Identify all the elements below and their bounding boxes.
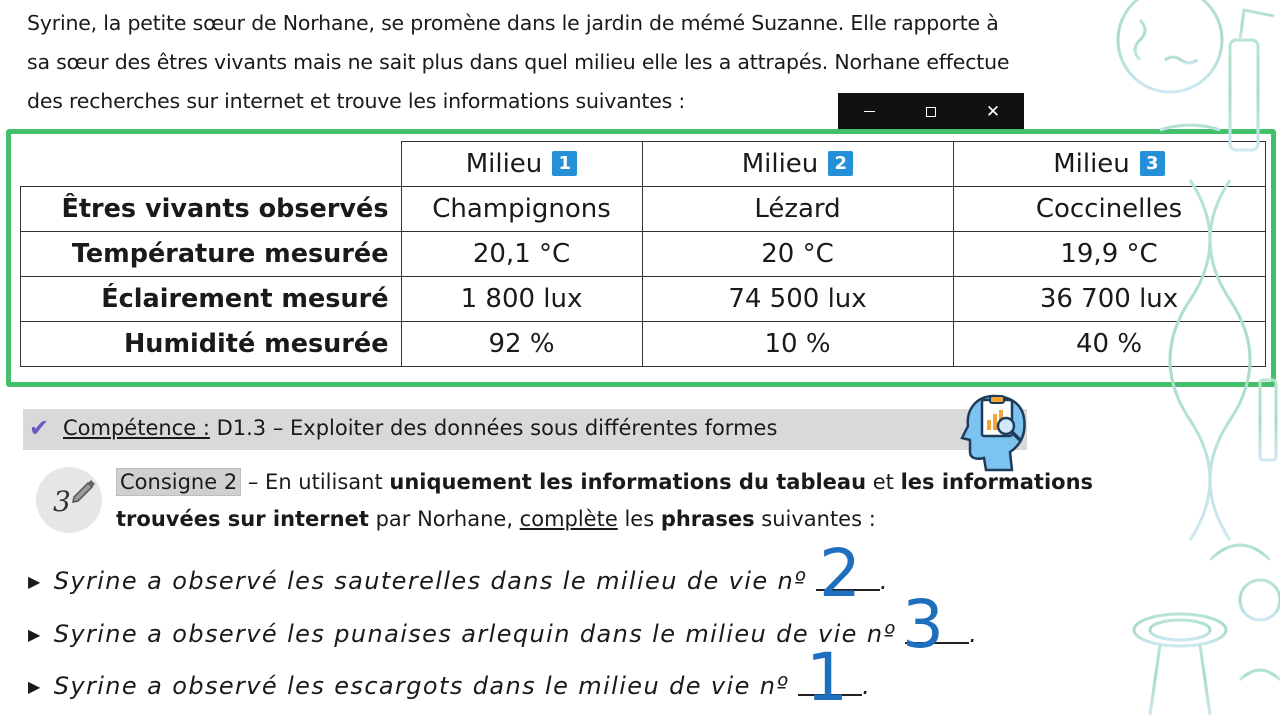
column-header: Milieu 2: [642, 142, 953, 187]
table-row: [21, 322, 1266, 367]
table-cell: 40 %: [953, 322, 1265, 367]
table-cell: 20 °C: [642, 232, 953, 277]
column-header: Milieu 3: [953, 142, 1265, 187]
milieu-number-badge: 1: [552, 151, 577, 176]
exercise-sentence: ▶ Syrine a observé les punaises arlequin dans le milieu de vie nº .: [28, 620, 979, 648]
step-pencil-logo: [36, 467, 102, 533]
table-cell: 20,1 °C: [401, 232, 642, 277]
table-cell: Lézard: [642, 187, 953, 232]
data-table: [20, 141, 1266, 367]
intro-line: Syrine, la petite sœur de Norhane, se promène dans le jardin de mémé Suzanne. Elle rapporte à: [27, 11, 999, 35]
pencil-icon: [70, 475, 98, 503]
table-cell: 92 %: [401, 322, 642, 367]
table-cell: Coccinelles: [953, 187, 1265, 232]
row-header: Température mesurée: [21, 232, 402, 277]
table-cell: 1 800 lux: [401, 277, 642, 322]
intro-line: des recherches sur internet et trouve les informations suivantes :: [27, 89, 686, 113]
column-header: Milieu 1: [401, 142, 642, 187]
table-cell: 36 700 lux: [953, 277, 1265, 322]
consigne-text: Consigne 2 – En utilisant uniquement les informations du tableau et les informations trouvées sur internet par Norhane, complète les phrases suivantes :: [116, 470, 1094, 531]
science-illustration-decoration: [1100, 0, 1280, 720]
table-cell: Champignons: [401, 187, 642, 232]
maximize-icon: [926, 107, 936, 117]
close-button[interactable]: [962, 93, 1024, 130]
exercise-sentence: ▶ Syrine a observé les sauterelles dans le milieu de vie nº .: [28, 567, 889, 595]
table-row: [21, 232, 1266, 277]
window-controls: [838, 93, 1024, 130]
table-cell: 74 500 lux: [642, 277, 953, 322]
bullet-icon: ▶: [28, 677, 42, 696]
bullet-icon: ▶: [28, 572, 42, 591]
handwritten-answer: 2: [819, 535, 861, 612]
check-icon: ✔: [29, 414, 50, 442]
table-row: [21, 187, 1266, 232]
table-cell: 19,9 °C: [953, 232, 1265, 277]
table-header-row: [21, 142, 1266, 187]
minimize-icon: [864, 111, 875, 112]
row-header: Éclairement mesuré: [21, 277, 402, 322]
row-header: Humidité mesurée: [21, 322, 402, 367]
milieu-number-badge: 2: [828, 151, 853, 176]
table-row: [21, 277, 1266, 322]
competence-bar: [23, 409, 1027, 450]
competence-text: Compétence : D1.3 – Exploiter des données sous différentes formes: [63, 416, 778, 440]
intro-line: sa sœur des êtres vivants mais ne sait plus dans quel milieu elle les a attrapés. Norhane effectue: [27, 50, 1010, 74]
minimize-button[interactable]: [838, 93, 900, 130]
step-number: 3: [53, 485, 71, 518]
row-header: Êtres vivants observés: [21, 187, 402, 232]
handwritten-answer: 3: [902, 586, 944, 663]
table-cell: 10 %: [642, 322, 953, 367]
maximize-button[interactable]: [900, 93, 962, 130]
consigne-tag: Consigne 2: [116, 468, 241, 496]
head-analysis-icon: [960, 390, 1032, 472]
bullet-icon: ▶: [28, 625, 42, 644]
exercise-sentence: ▶ Syrine a observé les escargots dans le milieu de vie nº .: [28, 672, 872, 700]
milieu-number-badge: 3: [1140, 151, 1165, 176]
data-table-frame: [6, 129, 1276, 387]
handwritten-answer: 1: [806, 639, 848, 716]
close-icon: ✕: [985, 101, 1001, 122]
